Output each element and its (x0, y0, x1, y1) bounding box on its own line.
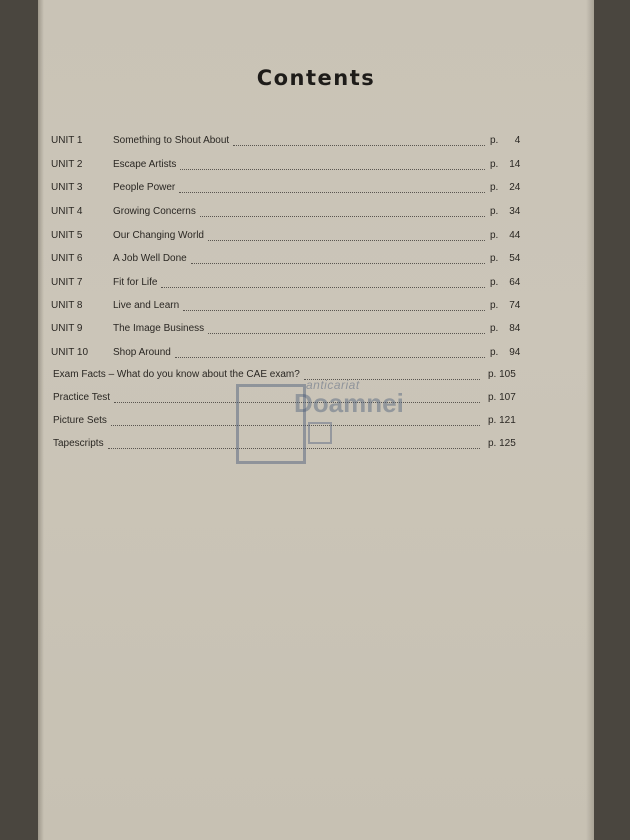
unit-title: Growing Concerns (113, 206, 196, 217)
page-prefix: p. (490, 159, 499, 170)
unit-title: People Power (113, 182, 176, 193)
dot-leader (208, 331, 485, 334)
unit-title: The Image Business (113, 323, 205, 334)
unit-title: Live and Learn (113, 300, 180, 311)
page-number: p. 121 (488, 415, 516, 426)
page-number (490, 135, 520, 146)
dot-leader (175, 355, 485, 358)
dot-leader (179, 190, 485, 193)
unit-label: UNIT 4 (51, 206, 83, 217)
page-number (490, 347, 520, 358)
toc-row (38, 230, 594, 246)
unit-title: Shop Around (113, 347, 171, 358)
dot-leader (180, 167, 485, 170)
page-prefix: p. (490, 135, 499, 146)
section-title: Exam Facts – What do you know about the CAE exam? (53, 369, 300, 380)
section-title: Picture Sets (53, 415, 107, 426)
unit-label: UNIT 8 (51, 300, 83, 311)
unit-label: UNIT 3 (51, 182, 83, 193)
page-prefix: p. (490, 277, 499, 288)
page-number (490, 323, 520, 334)
page-value: 24 (509, 182, 521, 193)
page-title: Contents (256, 66, 376, 90)
book-page (38, 0, 594, 840)
page-number (490, 206, 520, 217)
unit-title: Our Changing World (113, 230, 204, 241)
page-prefix: p. (490, 230, 499, 241)
toc-row (38, 206, 594, 222)
page-value: 44 (509, 230, 521, 241)
page-number (490, 182, 520, 193)
watermark-top-text: anticariat (306, 378, 360, 392)
unit-label: UNIT 6 (51, 253, 83, 264)
unit-title: Escape Artists (113, 159, 177, 170)
toc-row (38, 182, 594, 198)
watermark (236, 378, 411, 460)
page-prefix: p. (490, 300, 499, 311)
page-number: p. 107 (488, 392, 516, 403)
toc-row (38, 347, 594, 363)
page-number (490, 230, 520, 241)
unit-title: Fit for Life (113, 277, 158, 288)
page-prefix: p. (490, 323, 499, 334)
toc-row (38, 159, 594, 175)
unit-title: Something to Shout About (113, 135, 230, 146)
page-number (490, 253, 520, 264)
page-value: 74 (509, 300, 521, 311)
page-prefix: p. (490, 253, 499, 264)
page-prefix: p. (490, 347, 499, 358)
book-icon (308, 422, 332, 444)
page-value: 64 (509, 277, 521, 288)
unit-label: UNIT 2 (51, 159, 83, 170)
section-title: Practice Test (53, 392, 111, 403)
toc-row (38, 323, 594, 339)
dot-leader (161, 285, 485, 288)
unit-label: UNIT 10 (51, 347, 89, 358)
dot-leader (233, 143, 485, 146)
page-number: p. 105 (488, 369, 516, 380)
page-value: 14 (509, 159, 521, 170)
toc-row (38, 135, 594, 151)
unit-title: A Job Well Done (113, 253, 187, 264)
page-prefix: p. (490, 206, 499, 217)
page-number: p. 125 (488, 438, 516, 449)
watermark-brand: Doamnei (294, 388, 404, 418)
page-number (490, 277, 520, 288)
toc-row (38, 300, 594, 316)
unit-label: UNIT 9 (51, 323, 83, 334)
page-value: 94 (509, 347, 521, 358)
unit-label: UNIT 7 (51, 277, 83, 288)
dot-leader (200, 214, 485, 217)
toc-row (38, 277, 594, 293)
unit-label: UNIT 5 (51, 230, 83, 241)
toc-row (38, 253, 594, 269)
dot-leader (191, 261, 485, 264)
page-prefix: p. (490, 182, 499, 193)
page-number (490, 159, 520, 170)
page-number (490, 300, 520, 311)
page-value: 4 (514, 135, 521, 146)
dot-leader (208, 238, 485, 241)
section-title: Tapescripts (53, 438, 104, 449)
page-value: 84 (509, 323, 521, 334)
page-value: 54 (509, 253, 521, 264)
page-value: 34 (509, 206, 521, 217)
dot-leader (183, 308, 485, 311)
unit-label: UNIT 1 (51, 135, 83, 146)
